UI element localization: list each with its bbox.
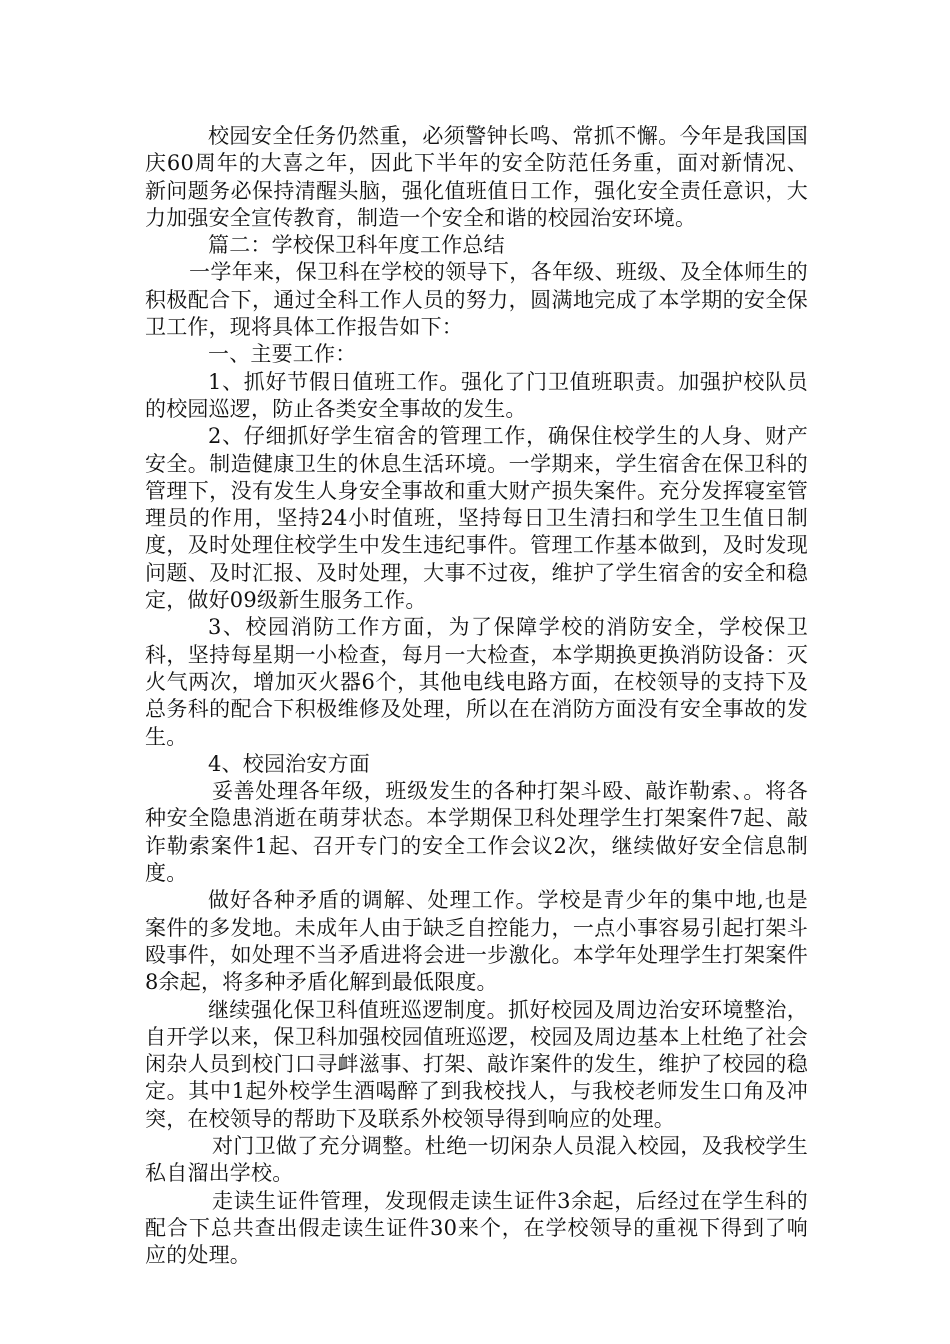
paragraph-day-student-cards: 走读生证件管理，发现假走读生证件3余起，后经过在学生科的配合下总共查出假走读生证件30来个，在学校领导的重视下得到了响应的处理。	[145, 1188, 808, 1268]
paragraph-disputes: 妥善处理各年级，班级发生的各种打架斗殴、敲诈勒索、。将各种安全隐患消逝在萌芽状态。本学期保卫科处理学生打架案件7起、敲诈勒索案件1起、召开专门的安全工作会议2次，继续做好安全信息制度。	[145, 779, 808, 886]
paragraph-item-1: 1、抓好节假日值班工作。强化了门卫值班职责。加强护校队员的校园巡逻，防止各类安全事故的发生。	[145, 369, 808, 421]
heading-item-4: 4、校园治安方面	[208, 751, 370, 776]
paragraph-safety-task: 校园安全任务仍然重，必须警钟长鸣、常抓不懈。今年是我国国庆60周年的大喜之年，因此下半年的安全防范任务重，面对新情况、新问题务必保持清醒头脑，强化值班值日工作，强化安全责任意识，大力加强安全宣传教育，制造一个安全和谐的校园治安环境。	[145, 124, 808, 230]
heading-main-work: 一、主要工作：	[208, 342, 357, 367]
section-heading-part-two: 篇二：学校保卫科年度工作总结	[208, 233, 505, 258]
paragraph-mediation: 做好各种矛盾的调解、处理工作。学校是青少年的集中地,也是案件的多发地。未成年人由于缺乏自控能力，一点小事容易引起打架斗殴事件，如处理不当矛盾进将会进一步激化。本学年处理学生打架案件8余起，将多种矛盾化解到最低限度。	[145, 888, 808, 995]
paragraph-item-2: 2、仔细抓好学生宿舍的管理工作，确保住校学生的人身、财产安全。制造健康卫生的休息生活环境。一学期来，学生宿舍在保卫科的管理下，没有发生人身安全事故和重大财产损失案件。充分发挥寝室管理员的作用，坚持24小时值班，坚持每日卫生清扫和学生卫生值日制度，及时处理住校学生中发生违纪事件。管理工作基本做到，及时发现问题、及时汇报、及时处理，大事不过夜，维护了学生宿舍的安全和稳定，做好09级新生服务工作。	[145, 424, 808, 613]
paragraph-patrol: 继续强化保卫科值班巡逻制度。抓好校园及周边治安环境整治，自开学以来，保卫科加强校园值班巡逻，校园及周边基本上杜绝了社会闲杂人员到校门口寻衅滋事、打架、敲诈案件的发生，维护了校园的稳定。其中1起外校学生酒喝醉了到我校找人，与我校老师发生口角及冲突，在校领导的帮助下及联系外校领导得到响应的处理。	[145, 997, 808, 1131]
document-body	[145, 123, 808, 1269]
paragraph-item-3: 3、校园消防工作方面，为了保障学校的消防安全，学校保卫科，坚持每星期一小检查，每月一大检查，本学期换更换消防设备：灭火气两次，增加灭火器6个，其他电线电路方面，在校领导的支持下及总务科的配合下积极维修及处理，所以在在消防方面没有安全事故的发生。	[145, 615, 808, 749]
paragraph-gatekeeper: 对门卫做了充分调整。杜绝一切闲杂人员混入校园，及我校学生私自溜出学校。	[145, 1133, 808, 1186]
paragraph-intro: 一学年来，保卫科在学校的领导下，各年级、班级、及全体师生的积极配合下，通过全科工作人员的努力，圆满地完成了本学期的安全保卫工作，现将具体工作报告如下：	[145, 260, 808, 340]
